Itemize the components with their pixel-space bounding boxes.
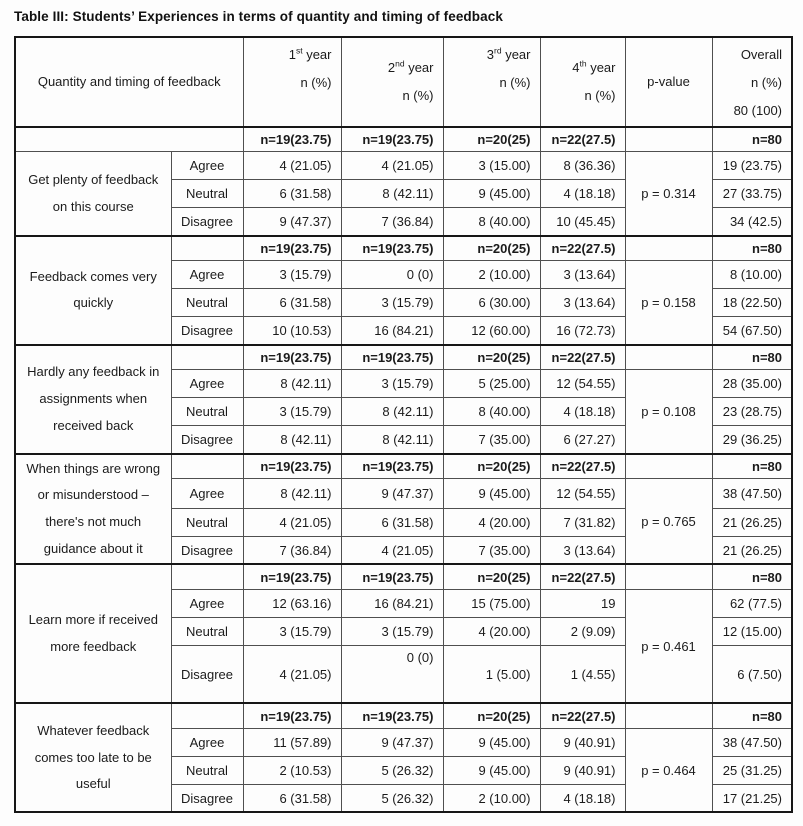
ordinal-sup: st [295,45,303,56]
p-value-cell: p = 0.461 [625,589,712,703]
section-label: Feedback comes very quickly [15,236,171,345]
cell-y2: 3 (15.79) [341,370,443,398]
cell-y2: 9 (47.37) [341,728,443,756]
p-value-cell: p = 0.464 [625,728,712,812]
n-cell: n=19(23.75) [243,703,341,728]
n-cell-overall: n=80 [712,564,792,589]
n-cell-overall: n=80 [712,127,792,152]
option-label: Neutral [171,508,243,536]
cell-y1: 7 (36.84) [243,536,341,564]
header-year-1 [243,37,341,127]
cell-y2: 7 (36.84) [341,208,443,236]
header-row [15,37,792,127]
year4-n-pct: n (%) [584,87,616,103]
n-cell: n=20(25) [443,564,540,589]
option-label: Neutral [171,617,243,645]
cell-y4: 4 (18.18) [540,784,625,812]
cell-y2: 4 (21.05) [341,536,443,564]
p-blank [625,127,712,152]
n-row [15,564,792,589]
ordinal-sup: nd [395,58,405,69]
cell-overall: 21 (26.25) [712,508,792,536]
cell-y1: 8 (42.11) [243,370,341,398]
option-label: Disagree [171,536,243,564]
cell-overall: 19 (23.75) [712,152,792,180]
n-row [15,236,792,261]
cell-y4: 9 (40.91) [540,728,625,756]
feedback-table [14,36,793,813]
option-label: Disagree [171,645,243,703]
p-value-cell: p = 0.158 [625,261,712,345]
header-year-3 [443,37,540,127]
header-year-4 [540,37,625,127]
n-row [15,454,792,479]
cell-overall: 27 (33.75) [712,180,792,208]
p-blank [625,236,712,261]
option-label: Neutral [171,398,243,426]
cell-overall: 6 (7.50) [712,645,792,703]
cell-y3: 4 (20.00) [443,508,540,536]
cell-y2: 0 (0) [341,261,443,289]
cell-y4: 4 (18.18) [540,398,625,426]
cell-y2: 0 (0) [341,645,443,703]
cell-y2: 6 (31.58) [341,508,443,536]
n-cell: n=22(27.5) [540,703,625,728]
cell-y3: 15 (75.00) [443,589,540,617]
p-value-cell: p = 0.314 [625,152,712,236]
n-cell: n=20(25) [443,454,540,479]
cell-y4: 19 [540,589,625,617]
option-label: Neutral [171,180,243,208]
cell-y1: 11 (57.89) [243,728,341,756]
agree-row [15,152,792,180]
n-cell: n=20(25) [443,236,540,261]
cell-overall: 38 (47.50) [712,479,792,509]
option-label: Agree [171,152,243,180]
option-blank [171,454,243,479]
cell-y3: 9 (45.00) [443,180,540,208]
cell-y2: 16 (84.21) [341,589,443,617]
n-cell: n=22(27.5) [540,564,625,589]
cell-y1: 9 (47.37) [243,208,341,236]
cell-y3: 2 (10.00) [443,261,540,289]
cell-y1: 3 (15.79) [243,617,341,645]
n-cell: n=19(23.75) [341,345,443,370]
n-cell: n=19(23.75) [341,236,443,261]
year2-n-pct: n (%) [402,87,434,103]
cell-y3: 9 (45.00) [443,756,540,784]
cell-y4: 8 (36.36) [540,152,625,180]
n-row-blank [15,127,243,152]
header-p-value: p-value [625,37,712,127]
option-blank [171,703,243,728]
cell-overall: 28 (35.00) [712,370,792,398]
n-row [15,345,792,370]
section-label: Whatever feedback comes too late to be useful [15,703,171,812]
cell-overall: 12 (15.00) [712,617,792,645]
section-label: Learn more if received more feedback [15,564,171,703]
table-title: Table III: Students’ Experiences in terms of quantity and timing of feedback [14,9,503,24]
overall-n-pct: n (%) [750,74,782,90]
cell-y1: 2 (10.53) [243,756,341,784]
cell-y3: 2 (10.00) [443,784,540,812]
cell-y2: 5 (26.32) [341,784,443,812]
cell-y1: 4 (21.05) [243,508,341,536]
cell-y4: 1 (4.55) [540,645,625,703]
p-blank [625,345,712,370]
option-label: Neutral [171,289,243,317]
cell-y1: 8 (42.11) [243,426,341,454]
cell-y2: 9 (47.37) [341,479,443,509]
cell-y4: 10 (45.45) [540,208,625,236]
cell-y1: 3 (15.79) [243,398,341,426]
n-cell-overall: n=80 [712,345,792,370]
year2-label: 2nd year [387,58,434,75]
option-label: Disagree [171,784,243,812]
cell-y2: 8 (42.11) [341,398,443,426]
cell-y1: 12 (63.16) [243,589,341,617]
n-cell: n=20(25) [443,127,540,152]
header-quantity-timing: Quantity and timing of feedback [15,37,243,127]
option-label: Agree [171,261,243,289]
cell-y3: 1 (5.00) [443,645,540,703]
cell-y1: 10 (10.53) [243,317,341,345]
overall-total: 80 (100) [733,102,782,118]
option-blank [171,345,243,370]
p-blank [625,703,712,728]
n-cell: n=22(27.5) [540,127,625,152]
n-cell: n=22(27.5) [540,454,625,479]
cell-y3: 12 (60.00) [443,317,540,345]
cell-y2: 3 (15.79) [341,617,443,645]
p-blank [625,454,712,479]
cell-overall: 25 (31.25) [712,756,792,784]
ordinal-sup: rd [494,45,502,56]
n-row [15,127,792,152]
year3-n-pct: n (%) [499,74,531,90]
cell-y4: 3 (13.64) [540,261,625,289]
year3-label: 3rd year [486,45,531,62]
cell-y4: 12 (54.55) [540,479,625,509]
cell-y1: 4 (21.05) [243,152,341,180]
cell-overall: 38 (47.50) [712,728,792,756]
year1-label: 1st year [288,45,332,62]
section-label: Get plenty of feedback on this course [15,152,171,236]
p-blank [625,564,712,589]
overall-label: Overall [740,47,782,62]
n-cell: n=22(27.5) [540,236,625,261]
cell-overall: 21 (26.25) [712,536,792,564]
cell-y4: 16 (72.73) [540,317,625,345]
cell-y4: 6 (27.27) [540,426,625,454]
n-cell-overall: n=80 [712,454,792,479]
option-label: Agree [171,370,243,398]
cell-y3: 6 (30.00) [443,289,540,317]
year1-n-pct: n (%) [300,74,332,90]
n-cell: n=19(23.75) [243,564,341,589]
cell-y4: 2 (9.09) [540,617,625,645]
cell-overall: 8 (10.00) [712,261,792,289]
n-cell: n=19(23.75) [341,564,443,589]
cell-y3: 5 (25.00) [443,370,540,398]
cell-y3: 4 (20.00) [443,617,540,645]
cell-y1: 3 (15.79) [243,261,341,289]
n-cell: n=20(25) [443,703,540,728]
cell-overall: 54 (67.50) [712,317,792,345]
cell-y4: 4 (18.18) [540,180,625,208]
cell-overall: 34 (42.5) [712,208,792,236]
cell-overall: 29 (36.25) [712,426,792,454]
option-label: Neutral [171,756,243,784]
cell-y3: 8 (40.00) [443,398,540,426]
n-row [15,703,792,728]
cell-y2: 16 (84.21) [341,317,443,345]
cell-y2: 4 (21.05) [341,152,443,180]
n-cell-overall: n=80 [712,236,792,261]
n-cell: n=19(23.75) [341,703,443,728]
p-value-cell: p = 0.108 [625,370,712,454]
cell-overall: 18 (22.50) [712,289,792,317]
cell-y3: 8 (40.00) [443,208,540,236]
option-label: Disagree [171,208,243,236]
cell-y2: 8 (42.11) [341,180,443,208]
cell-y1: 4 (21.05) [243,645,341,703]
n-cell: n=19(23.75) [243,236,341,261]
cell-y4: 3 (13.64) [540,536,625,564]
p-value-cell: p = 0.765 [625,479,712,565]
header-year-2 [341,37,443,127]
cell-y3: 9 (45.00) [443,728,540,756]
cell-y1: 8 (42.11) [243,479,341,509]
ordinal-sup: th [579,58,587,69]
option-blank [171,236,243,261]
section-label: When things are wrong or misunderstood – there's not much guidance about it [15,454,171,565]
n-cell: n=22(27.5) [540,345,625,370]
option-label: Agree [171,479,243,509]
n-cell: n=19(23.75) [341,454,443,479]
cell-y2: 8 (42.11) [341,426,443,454]
cell-y1: 6 (31.58) [243,784,341,812]
cell-y3: 9 (45.00) [443,479,540,509]
option-label: Disagree [171,426,243,454]
n-cell: n=20(25) [443,345,540,370]
n-cell-overall: n=80 [712,703,792,728]
cell-y3: 3 (15.00) [443,152,540,180]
n-cell: n=19(23.75) [243,127,341,152]
cell-y3: 7 (35.00) [443,426,540,454]
cell-y4: 9 (40.91) [540,756,625,784]
n-cell: n=19(23.75) [341,127,443,152]
header-overall [712,37,792,127]
option-label: Agree [171,728,243,756]
cell-overall: 17 (21.25) [712,784,792,812]
section-label: Hardly any feedback in assignments when received back [15,345,171,454]
cell-y1: 6 (31.58) [243,289,341,317]
cell-y4: 3 (13.64) [540,289,625,317]
cell-y2: 3 (15.79) [341,289,443,317]
cell-y4: 12 (54.55) [540,370,625,398]
year4-label: 4th year [572,58,616,75]
cell-overall: 23 (28.75) [712,398,792,426]
n-cell: n=19(23.75) [243,345,341,370]
cell-y4: 7 (31.82) [540,508,625,536]
option-label: Disagree [171,317,243,345]
cell-overall: 62 (77.5) [712,589,792,617]
option-blank [171,564,243,589]
cell-y2: 5 (26.32) [341,756,443,784]
cell-y1: 6 (31.58) [243,180,341,208]
cell-y3: 7 (35.00) [443,536,540,564]
n-cell: n=19(23.75) [243,454,341,479]
option-label: Agree [171,589,243,617]
